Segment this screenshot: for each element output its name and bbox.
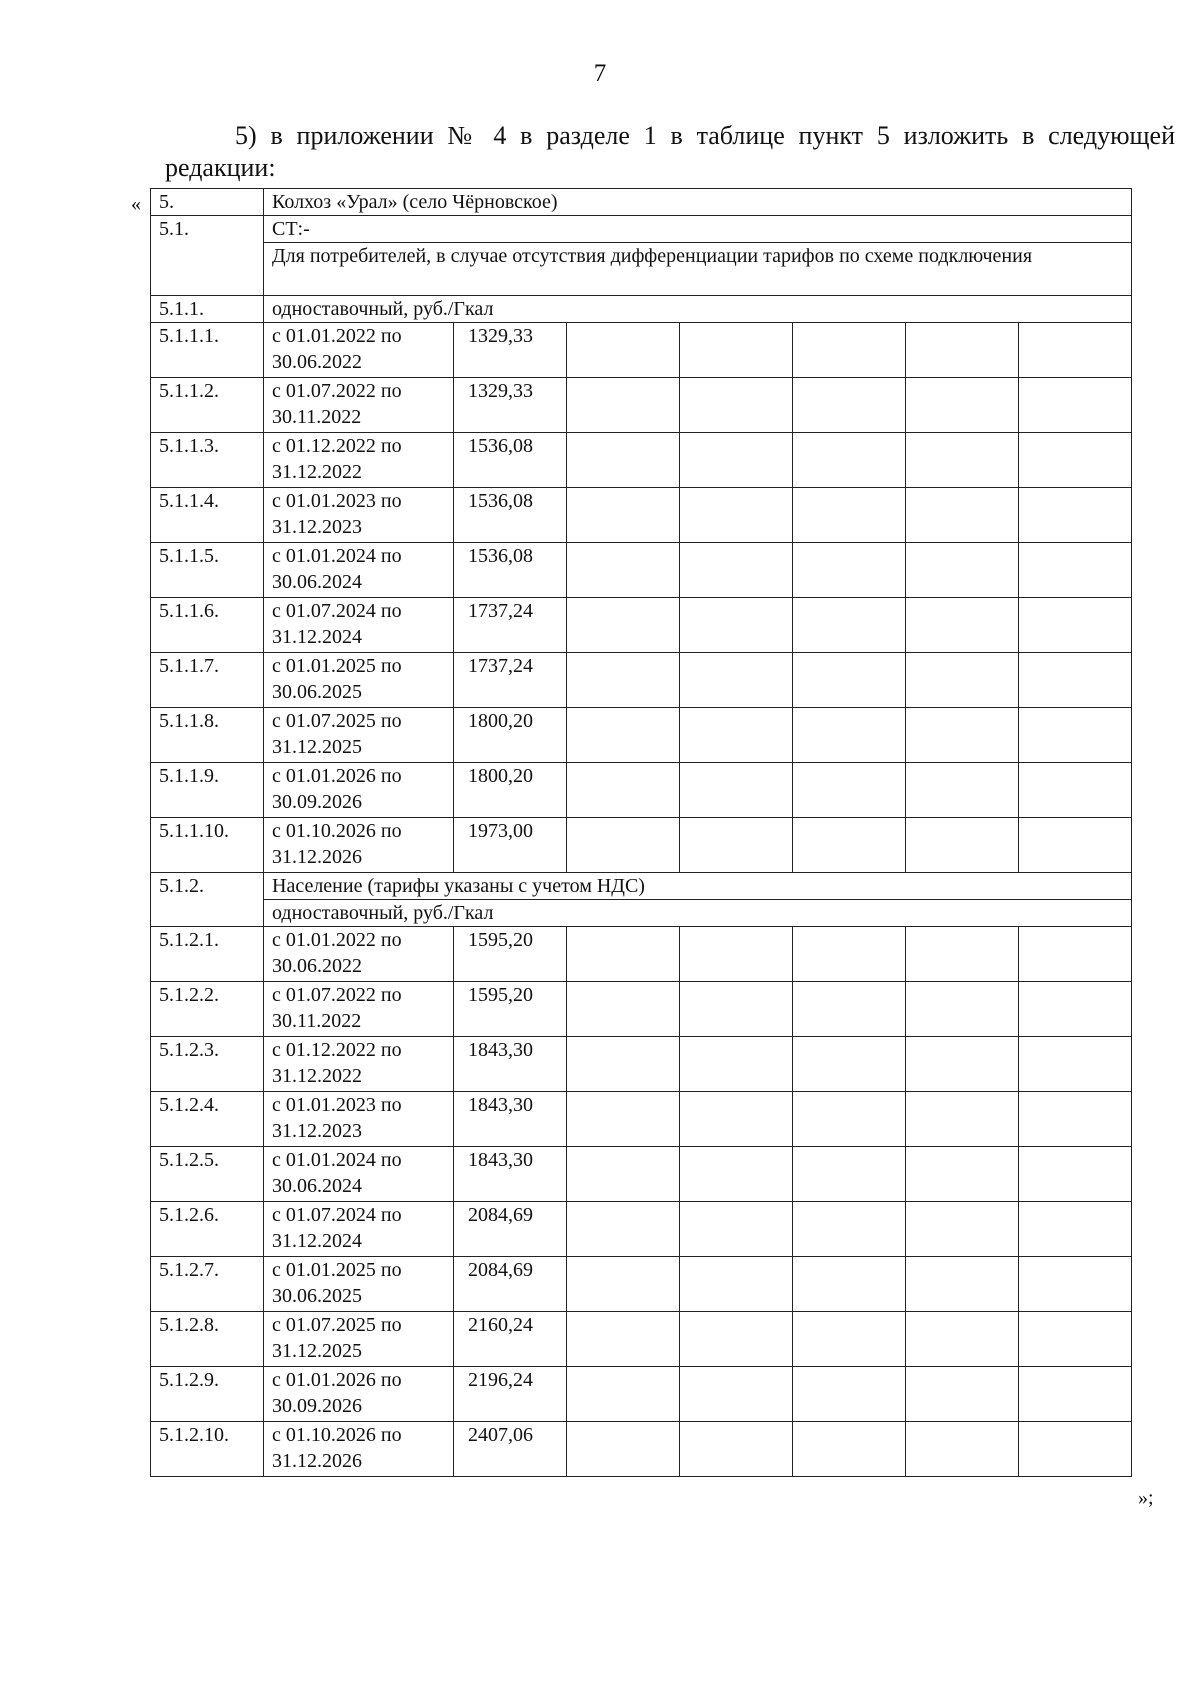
table-row-group1 [151,296,1132,323]
empty-cell [680,1147,793,1202]
empty-cell [567,1147,680,1202]
period-cell: с 01.10.2026 по 31.12.2026 [264,818,454,873]
row-number: 5.1.2.10. [151,1422,264,1477]
tariff-value: 1737,24 [454,598,567,653]
empty-cell [906,323,1019,378]
ct-label: СТ:- [264,216,1132,243]
empty-cell [793,488,906,543]
empty-cell [906,1092,1019,1147]
period-cell: с 01.01.2023 по 31.12.2023 [264,488,454,543]
empty-cell [906,708,1019,763]
empty-cell [680,323,793,378]
empty-cell [567,543,680,598]
empty-cell [793,323,906,378]
empty-cell [906,1367,1019,1422]
group2-label: Население (тарифы указаны с учетом НДС) [264,873,1132,900]
period-cell: с 01.01.2024 по 30.06.2024 [264,1147,454,1202]
empty-cell [1019,598,1132,653]
empty-cell [1019,1092,1132,1147]
empty-cell [906,653,1019,708]
period-cell: с 01.12.2022 по 31.12.2022 [264,1037,454,1092]
empty-cell [793,433,906,488]
empty-cell [680,1257,793,1312]
empty-cell [1019,982,1132,1037]
empty-cell [906,1422,1019,1477]
table-row [151,433,1132,488]
table-row-group2 [151,873,1132,900]
empty-cell [567,927,680,982]
group1-label: одноставочный, руб./Гкал [264,296,1132,323]
amendment-line-2: редакции: [165,153,276,182]
empty-cell [680,653,793,708]
tariff-value: 1536,08 [454,433,567,488]
table-row [151,1147,1132,1202]
empty-cell [567,488,680,543]
row-number: 5.1.2.9. [151,1367,264,1422]
tariff-value: 2407,06 [454,1422,567,1477]
empty-cell [680,982,793,1037]
empty-cell [1019,378,1132,433]
empty-cell [1019,433,1132,488]
empty-cell [793,927,906,982]
tariff-value: 1843,30 [454,1147,567,1202]
row-number: 5.1. [151,216,264,296]
empty-cell [793,982,906,1037]
table-row-header [151,189,1132,216]
tariff-table-body [151,189,1132,1477]
empty-cell [567,982,680,1037]
table-row [151,763,1132,818]
empty-cell [906,1147,1019,1202]
empty-cell [680,598,793,653]
empty-cell [567,433,680,488]
empty-cell [680,1202,793,1257]
period-cell: с 01.07.2024 по 31.12.2024 [264,1202,454,1257]
tariff-value: 1737,24 [454,653,567,708]
empty-cell [906,433,1019,488]
empty-cell [680,927,793,982]
empty-cell [1019,818,1132,873]
empty-cell [793,1037,906,1092]
empty-cell [793,1092,906,1147]
empty-cell [680,708,793,763]
table-row-consumers [151,243,1132,296]
table-row [151,378,1132,433]
table-row [151,1312,1132,1367]
empty-cell [1019,488,1132,543]
empty-cell [1019,1202,1132,1257]
empty-cell [680,1037,793,1092]
empty-cell [793,1422,906,1477]
consumers-description: Для потребителей, в случае отсутствия дифференциации тарифов по схеме подключения [264,243,1132,296]
row-number: 5.1.1.3. [151,433,264,488]
empty-cell [906,1257,1019,1312]
empty-cell [1019,1257,1132,1312]
opening-quote: « [131,193,141,215]
row-number: 5.1.2.3. [151,1037,264,1092]
empty-cell [680,1312,793,1367]
empty-cell [1019,1367,1132,1422]
empty-cell [793,1312,906,1367]
empty-cell [680,1367,793,1422]
empty-cell [567,763,680,818]
empty-cell [680,763,793,818]
empty-cell [1019,1147,1132,1202]
tariff-value: 1800,20 [454,708,567,763]
tariff-value: 2084,69 [454,1202,567,1257]
tariff-value: 1536,08 [454,543,567,598]
empty-cell [793,1367,906,1422]
tariff-value: 1329,33 [454,378,567,433]
empty-cell [1019,1037,1132,1092]
period-cell: с 01.01.2025 по 30.06.2025 [264,1257,454,1312]
empty-cell [906,543,1019,598]
row-number: 5.1.1.1. [151,323,264,378]
closing-quote: »; [1138,1487,1154,1509]
table-row [151,1422,1132,1477]
page-number: 7 [593,60,607,87]
empty-cell [906,763,1019,818]
empty-cell [906,1037,1019,1092]
table-row [151,598,1132,653]
row-number: 5.1.2.5. [151,1147,264,1202]
empty-cell [793,1202,906,1257]
row-number: 5.1.2. [151,873,264,927]
empty-cell [1019,763,1132,818]
period-cell: с 01.01.2023 по 31.12.2023 [264,1092,454,1147]
empty-cell [680,1092,793,1147]
empty-cell [567,1092,680,1147]
tariff-value: 1843,30 [454,1037,567,1092]
row-number: 5.1.1.10. [151,818,264,873]
period-cell: с 01.01.2022 по 30.06.2022 [264,927,454,982]
table-row [151,488,1132,543]
empty-cell [680,488,793,543]
empty-cell [1019,323,1132,378]
period-cell: с 01.01.2026 по 30.09.2026 [264,763,454,818]
table-row [151,1037,1132,1092]
row-number: 5.1.1.7. [151,653,264,708]
tariff-value: 1800,20 [454,763,567,818]
empty-cell [1019,927,1132,982]
empty-cell [567,1312,680,1367]
empty-cell [567,598,680,653]
empty-cell [793,1147,906,1202]
empty-cell [567,1037,680,1092]
table-row-group2-sub [151,900,1132,927]
empty-cell [567,1422,680,1477]
row-number: 5.1.1.4. [151,488,264,543]
empty-cell [1019,708,1132,763]
tariff-value: 1595,20 [454,927,567,982]
empty-cell [567,378,680,433]
empty-cell [680,1422,793,1477]
tariff-value: 1595,20 [454,982,567,1037]
empty-cell [906,982,1019,1037]
row-number: 5.1.1. [151,296,264,323]
row-number: 5.1.2.8. [151,1312,264,1367]
empty-cell [793,1257,906,1312]
empty-cell [680,433,793,488]
period-cell: с 01.07.2022 по 30.11.2022 [264,378,454,433]
empty-cell [793,378,906,433]
tariff-value: 1973,00 [454,818,567,873]
empty-cell [793,818,906,873]
table-row [151,708,1132,763]
row-number: 5.1.1.2. [151,378,264,433]
period-cell: с 01.01.2022 по 30.06.2022 [264,323,454,378]
empty-cell [906,818,1019,873]
table-row [151,818,1132,873]
group2-sublabel: одноставочный, руб./Гкал [264,900,1132,927]
amendment-text [165,120,1175,184]
empty-cell [567,1257,680,1312]
empty-cell [906,1202,1019,1257]
empty-cell [906,1312,1019,1367]
empty-cell [1019,1312,1132,1367]
period-cell: с 01.07.2025 по 31.12.2025 [264,708,454,763]
empty-cell [567,323,680,378]
period-cell: с 01.12.2022 по 31.12.2022 [264,433,454,488]
tariff-value: 1843,30 [454,1092,567,1147]
empty-cell [1019,543,1132,598]
table-row-ct [151,216,1132,243]
row-number: 5.1.1.8. [151,708,264,763]
tariff-value: 2084,69 [454,1257,567,1312]
tariff-value: 2196,24 [454,1367,567,1422]
empty-cell [1019,1422,1132,1477]
empty-cell [906,488,1019,543]
table-row [151,982,1132,1037]
period-cell: с 01.07.2022 по 30.11.2022 [264,982,454,1037]
table-row [151,653,1132,708]
organization-title: Колхоз «Урал» (село Чёрновское) [264,189,1132,216]
empty-cell [906,378,1019,433]
empty-cell [680,543,793,598]
row-number: 5.1.1.5. [151,543,264,598]
period-cell: с 01.10.2026 по 31.12.2026 [264,1422,454,1477]
period-cell: с 01.01.2026 по 30.09.2026 [264,1367,454,1422]
empty-cell [1019,653,1132,708]
period-cell: с 01.01.2025 по 30.06.2025 [264,653,454,708]
table-row [151,323,1132,378]
row-number: 5.1.2.6. [151,1202,264,1257]
empty-cell [906,598,1019,653]
row-number: 5.1.1.9. [151,763,264,818]
period-cell: с 01.07.2024 по 31.12.2024 [264,598,454,653]
empty-cell [793,598,906,653]
table-row [151,1257,1132,1312]
row-number: 5.1.2.2. [151,982,264,1037]
empty-cell [680,378,793,433]
table-row [151,927,1132,982]
empty-cell [567,1367,680,1422]
tariff-value: 1536,08 [454,488,567,543]
row-number: 5.1.2.4. [151,1092,264,1147]
table-row [151,1202,1132,1257]
empty-cell [680,818,793,873]
empty-cell [567,818,680,873]
empty-cell [567,708,680,763]
empty-cell [793,653,906,708]
empty-cell [906,927,1019,982]
period-cell: с 01.01.2024 по 30.06.2024 [264,543,454,598]
tariff-value: 2160,24 [454,1312,567,1367]
row-number: 5.1.2.1. [151,927,264,982]
empty-cell [567,653,680,708]
amendment-line-1: 5) в приложении № 4 в разделе 1 в таблице пункт 5 изложить в следующей [235,121,1175,150]
row-number: 5. [151,189,264,216]
empty-cell [793,763,906,818]
tariff-table [150,188,1132,1477]
table-row [151,543,1132,598]
tariff-value: 1329,33 [454,323,567,378]
period-cell: с 01.07.2025 по 31.12.2025 [264,1312,454,1367]
row-number: 5.1.2.7. [151,1257,264,1312]
table-row [151,1092,1132,1147]
row-number: 5.1.1.6. [151,598,264,653]
empty-cell [567,1202,680,1257]
empty-cell [793,543,906,598]
table-row [151,1367,1132,1422]
empty-cell [793,708,906,763]
